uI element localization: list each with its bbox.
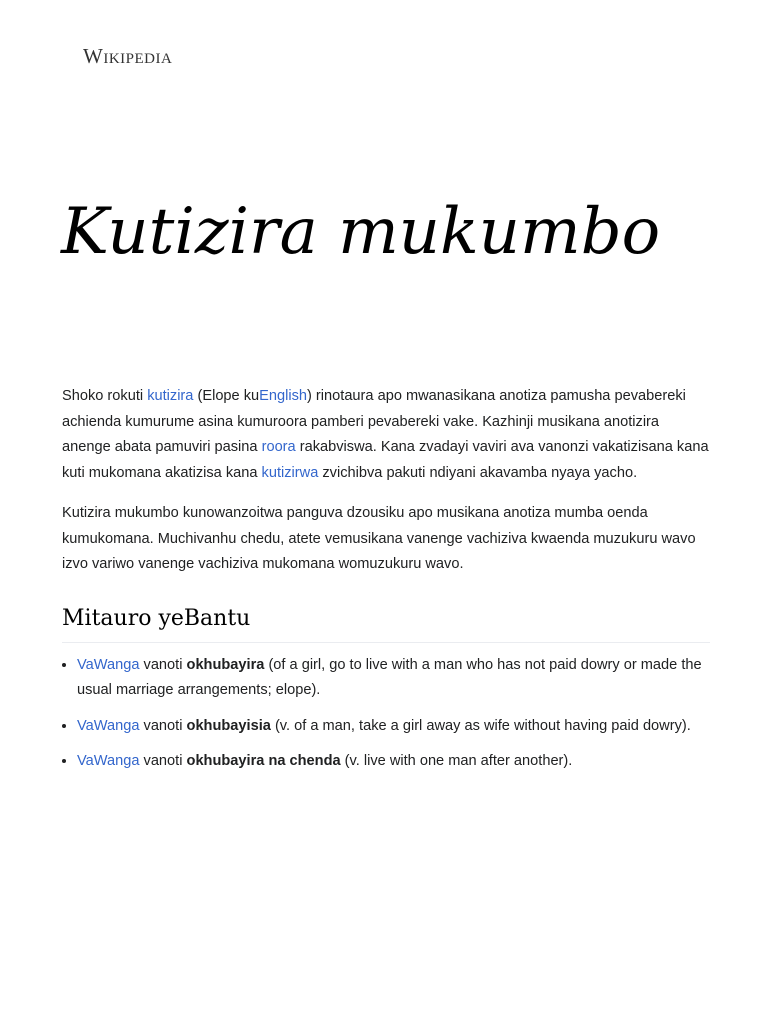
page-title: Kutizira mukumbo [61,195,661,269]
link-kutizirwa[interactable]: kutizirwa [261,464,319,481]
link-english[interactable]: English [259,388,308,404]
link-vawanga[interactable]: VaWanga [77,753,140,769]
gloss: (v. live with one man after another). [340,753,573,769]
paragraph-text: zvichibva pakuti ndiyani akavamba nyaya yacho. [318,464,638,481]
list-item [77,653,710,704]
link-vawanga[interactable]: VaWanga [77,656,140,673]
link-vawanga[interactable]: VaWanga [77,717,140,734]
list-item-text: vanoti [139,753,187,769]
wikipedia-wordmark[interactable]: Wikipedia [83,44,173,68]
list-item-text: vanoti [139,656,187,673]
section-heading: Mitauro yeBantu [62,604,710,643]
link-roora[interactable]: roora [261,439,296,455]
term: okhubayira na chenda [186,753,341,769]
term: okhubayira [186,656,265,673]
intro-paragraph [62,384,710,486]
paragraph-text: Shoko rokuti [62,388,148,404]
second-paragraph: Kutizira mukumbo kunowanzoitwa panguva dzousiku apo musikana anotiza mumba oenda kumukomana. Muchivanhu chedu, atete vemusikana vanenge vachiziva kwaenda muzukuru wavo izvo variwo vanenge vachiziva mukomana womuzukuru wavo. [62,505,696,572]
gloss: (of a girl, go to live with a man who has not paid dowry or made the usual marriage arrangements; elope). [77,656,702,698]
term: okhubayisia [186,717,271,734]
list-item [77,749,710,775]
bantu-language-list [62,653,710,775]
list-item-text: vanoti [139,717,187,734]
gloss: (v. of a man, take a girl away as wife without having paid dowry). [270,717,691,734]
paragraph-text: (Elope ku [193,388,260,404]
paragraph-text: rakabviswa. Kana zvadayi vaviri ava vanonzi vakatizisana kana kuti mukomana akatizisa kana [62,439,709,481]
list-item [77,714,710,740]
paragraph-text: ) rinotaura apo mwanasikana anotiza pamusha pevabereki achienda kumurume asina kumuroora pamberi pevabereki vake. Kazhinji musikana anotizira anenge abata pamuviri pasina [62,388,686,455]
link-kutizira[interactable]: kutizira [147,388,194,404]
article-body [62,384,710,785]
